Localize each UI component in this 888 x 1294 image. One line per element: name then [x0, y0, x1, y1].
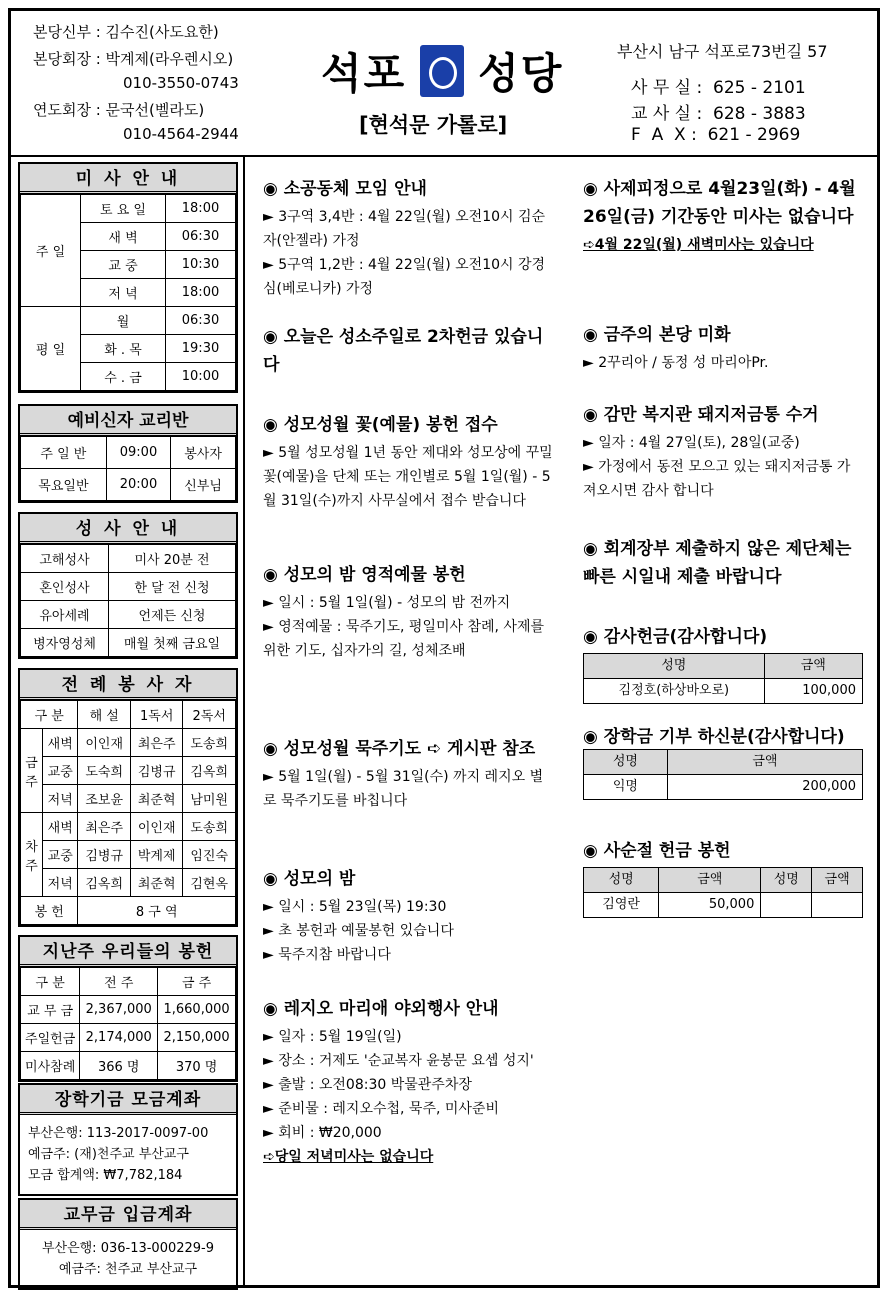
cell: 고해성사 [21, 545, 109, 573]
table-row [21, 869, 236, 897]
cell: 19:30 [166, 335, 236, 363]
notice-line: ► 출발 : 오전08:30 박물관주차장 [263, 1077, 472, 1093]
office-phone: 사 무 실 : 625 - 2101 [631, 78, 806, 98]
table-row [584, 679, 863, 704]
table-header [584, 750, 863, 775]
cell: 2,367,000 [80, 996, 158, 1024]
cell: 이인재 [130, 813, 183, 841]
notice [583, 535, 863, 593]
cell: 18:00 [166, 279, 236, 307]
cell: 금액 [659, 868, 761, 893]
cell: 2,174,000 [80, 1024, 158, 1052]
account-line: 부산은행: 036-13-000229-9 [41, 1241, 215, 1256]
cell: 도숙희 [78, 757, 131, 785]
lent-offering [583, 837, 863, 918]
cell: 수 . 금 [81, 363, 166, 391]
table-row [21, 545, 236, 573]
notice [263, 865, 555, 967]
table-row [21, 195, 236, 223]
table-row [21, 897, 236, 925]
table-row [21, 437, 236, 469]
cell: 06:30 [166, 223, 236, 251]
dues-account [18, 1198, 238, 1290]
cell: 봉사자 [171, 437, 236, 469]
notice-title: ◉ 레지오 마리애 야외행사 안내 [263, 999, 499, 1019]
group-label: 금주 [21, 729, 43, 813]
table-row [21, 729, 236, 757]
notice-line: ► 묵주지참 바랍니다 [263, 947, 391, 963]
cell: 저녁 [43, 869, 78, 897]
cell: 금 주 [158, 968, 236, 996]
notice-line: ► 회비 : ₩20,000 [263, 1125, 382, 1141]
year-president: 연도회장 : 문국선(벨라도) [33, 101, 205, 119]
notice-note: ➪4월 22일(월) 새벽미사는 있습니다 [583, 237, 814, 253]
notice [263, 175, 555, 301]
year-president-phone: 010-4564-2944 [123, 125, 239, 143]
catechumen-class [18, 404, 238, 503]
cell: 18:00 [166, 195, 236, 223]
fax: F A X : 621 - 2969 [631, 125, 801, 145]
cell: 언제든 신청 [109, 601, 236, 629]
notice-title: ◉ 성모성월 꽃(예물) 봉헌 접수 [263, 415, 498, 435]
notice [263, 735, 555, 813]
cell: 김병규 [130, 757, 183, 785]
cell: 50,000 [659, 893, 761, 918]
dues-account-title: 교무금 입금계좌 [20, 1200, 236, 1230]
cell: 김정호(하상바오로) [584, 679, 765, 704]
page-title [321, 41, 563, 101]
cell: 새벽 [43, 813, 78, 841]
table-row [21, 573, 236, 601]
table-row [21, 629, 236, 657]
notice-line: ► 일시 : 5월 1일(월) - 성모의 밤 전까지 [263, 595, 511, 611]
cell: 신부님 [171, 469, 236, 501]
table-row [584, 893, 863, 918]
weekday-label: 평 일 [21, 307, 81, 391]
account-line: 예금주: (재)천주교 부산교구 [28, 1147, 189, 1162]
cell: 10:30 [166, 251, 236, 279]
cell: 8 구 역 [78, 897, 236, 925]
cell: 최준혁 [130, 869, 183, 897]
cell: 금액 [812, 868, 863, 893]
cell: 1,660,000 [158, 996, 236, 1024]
scholarship-gift [583, 727, 863, 800]
cell: 김옥희 [78, 869, 131, 897]
cell: 익명 [584, 775, 668, 800]
table-row [21, 813, 236, 841]
cell: 09:00 [106, 437, 170, 469]
cell: 10:00 [166, 363, 236, 391]
sacrament-title: 성 사 안 내 [20, 514, 236, 544]
notice [583, 401, 863, 503]
scholarship-gift-title: ◉ 장학금 기부 하신분(감사합니다) [583, 727, 845, 747]
cell: 도송희 [183, 813, 236, 841]
mass-title: 미 사 안 내 [20, 164, 236, 194]
notice-title: ◉ 소공동체 모임 안내 [263, 179, 427, 199]
cell: 금액 [667, 750, 862, 775]
notice [263, 561, 555, 663]
table-row [21, 757, 236, 785]
cell: 전 주 [80, 968, 158, 996]
cell: 화 . 목 [81, 335, 166, 363]
notice-line: ► 장소 : 거제도 '순교복자 윤봉문 요셉 성지' [263, 1053, 534, 1069]
cell: 교 중 [81, 251, 166, 279]
church-logo-icon [420, 45, 464, 97]
cell: 조보윤 [78, 785, 131, 813]
table-row [21, 996, 236, 1024]
address: 부산시 남구 석포로73번길 57 [617, 42, 828, 61]
table-header [584, 654, 863, 679]
notice-note: ➪당일 저녁미사는 없습니다 [263, 1149, 434, 1165]
notice-title: ◉ 성모의 밤 [263, 869, 356, 889]
table-row [21, 701, 236, 729]
notice-title: ◉ 감만 복지관 돼지저금통 수거 [583, 405, 819, 425]
cell: 새 벽 [81, 223, 166, 251]
notice [263, 411, 555, 513]
account-line: 부산은행: 113-2017-0097-00 [28, 1126, 209, 1141]
cell: 미사 20분 전 [109, 545, 236, 573]
notice-line: ► 일시 : 5월 23일(목) 19:30 [263, 899, 447, 915]
table-row [584, 775, 863, 800]
cell: 김영란 [584, 893, 659, 918]
cell: 1독서 [130, 701, 183, 729]
cell: 저 녁 [81, 279, 166, 307]
cell: 도송희 [183, 729, 236, 757]
notice-title: ◉ 오늘은 성소주일로 2차헌금 있습니다 [263, 327, 544, 375]
bulletin [8, 8, 880, 1288]
last-week-title: 지난주 우리들의 봉헌 [20, 937, 236, 967]
notice-line: ► 준비물 : 레지오수첩, 묵주, 미사준비 [263, 1101, 499, 1117]
cell: 성명 [584, 654, 765, 679]
cell: 20:00 [106, 469, 170, 501]
table-header [584, 868, 863, 893]
cell: 200,000 [667, 775, 862, 800]
pastor: 본당신부 : 김수진(사도요한) [33, 23, 219, 41]
cell: 남미원 [183, 785, 236, 813]
cell: 병자영성체 [21, 629, 109, 657]
cell: 김현옥 [183, 869, 236, 897]
cell: 주일헌금 [21, 1024, 80, 1052]
header [11, 11, 877, 157]
notice-line: ► 5월 1일(월) - 5월 31일(수) 까지 레지오 별로 묵주기도를 바칩니다 [263, 769, 544, 809]
cell: 미사참례 [21, 1052, 80, 1080]
cell: 한 달 전 신청 [109, 573, 236, 601]
cell [812, 893, 863, 918]
teacher-phone: 교 사 실 : 628 - 3883 [631, 104, 806, 124]
cell: 최은주 [130, 729, 183, 757]
table-row [21, 1024, 236, 1052]
subtitle: [현석문 가롤로] [359, 113, 508, 137]
cell: 목요일반 [21, 469, 107, 501]
notice-line: ► 5월 성모성월 1년 동안 제대와 성모상에 꾸밀 꽃(예물)을 단체 또는 개인별로 5월 1일(월) - 5월 31일(수)까지 사무실에서 접수 받습니다 [263, 445, 553, 509]
notice-title: ◉ 금주의 본당 미화 [583, 325, 731, 345]
cell: 366 명 [80, 1052, 158, 1080]
lent-title: ◉ 사순절 헌금 봉헌 [583, 841, 731, 861]
notice-title: ◉ 사제피정으로 4월23일(화) - 4월26일(금) 기간동안 미사는 없습니다 [583, 179, 856, 227]
table-row [21, 841, 236, 869]
notice [263, 323, 555, 381]
catechumen-title: 예비신자 교리반 [20, 406, 236, 436]
notice-line: ► 2꾸리아 / 동정 성 마리아Pr. [583, 355, 769, 371]
title-right: 성당 [478, 49, 564, 98]
cell: 성명 [761, 868, 812, 893]
notice [583, 175, 863, 257]
notice-line: ► 일자 : 4월 27일(토), 28일(교중) [583, 435, 800, 451]
cell: 06:30 [166, 307, 236, 335]
cell: 구 분 [21, 968, 80, 996]
notice-line: ► 5구역 1,2반 : 4월 22일(월) 오전10시 강경심(베로니카) 가정 [263, 257, 546, 297]
column-divider [243, 157, 245, 1285]
thanks-title: ◉ 감사헌금(감사합니다) [583, 627, 768, 647]
cell: 봉 헌 [21, 897, 78, 925]
cell: 성명 [584, 750, 668, 775]
table-row [21, 968, 236, 996]
cell: 새벽 [43, 729, 78, 757]
president: 본당회장 : 박계제(라우렌시오) [33, 50, 234, 68]
cell: 370 명 [158, 1052, 236, 1080]
cell: 혼인성사 [21, 573, 109, 601]
account-line: 예금주: 천주교 부산교구 [58, 1262, 198, 1277]
last-week-offering [18, 935, 238, 1082]
cell: 유아세례 [21, 601, 109, 629]
cell: 최은주 [78, 813, 131, 841]
scholarship-account [18, 1083, 238, 1196]
cell: 김옥희 [183, 757, 236, 785]
cell: 김병규 [78, 841, 131, 869]
notice [263, 995, 555, 1169]
notice-line: ► 일자 : 5월 19일(일) [263, 1029, 402, 1045]
sunday-label: 주 일 [21, 195, 81, 307]
cell: 교중 [43, 757, 78, 785]
notice-title: ◉ 성모성월 묵주기도 ➪ 게시판 참조 [263, 739, 536, 759]
cell [761, 893, 812, 918]
cell: 2,150,000 [158, 1024, 236, 1052]
cell: 저녁 [43, 785, 78, 813]
liturgy-title: 전 례 봉 사 자 [20, 670, 236, 700]
cell: 성명 [584, 868, 659, 893]
cell: 임진숙 [183, 841, 236, 869]
scholarship-account-title: 장학기금 모금계좌 [20, 1085, 236, 1115]
notice-line: ► 영적예물 : 묵주기도, 평일미사 참례, 사제를 위한 기도, 십자가의 길, 성체조배 [263, 619, 544, 659]
liturgy-servers [18, 668, 238, 927]
notice-line: ► 가정에서 동전 모으고 있는 돼지저금통 가져오시면 감사 합니다 [583, 459, 851, 499]
cell: 최준혁 [130, 785, 183, 813]
title-left: 석포 [321, 49, 407, 98]
table-row [21, 601, 236, 629]
cell: 교중 [43, 841, 78, 869]
table-row [21, 469, 236, 501]
notice-line: ► 3구역 3,4반 : 4월 22일(월) 오전10시 김순자(안젤라) 가정 [263, 209, 546, 249]
cell: 주 일 반 [21, 437, 107, 469]
notice-line: ► 초 봉헌과 예물봉헌 있습니다 [263, 923, 454, 939]
president-phone: 010-3550-0743 [123, 74, 239, 92]
cell: 금액 [764, 654, 862, 679]
mass-schedule [18, 162, 238, 393]
table-row [21, 307, 236, 335]
notice-title: ◉ 회계장부 제출하지 않은 제단체는 빠른 시일내 제출 바랍니다 [583, 539, 852, 587]
cell: 100,000 [764, 679, 862, 704]
table-row [21, 785, 236, 813]
cell: 월 [81, 307, 166, 335]
cell: 구 분 [21, 701, 78, 729]
sacrament-info [18, 512, 238, 659]
cell: 해 설 [78, 701, 131, 729]
table-row [21, 1052, 236, 1080]
cell: 이인재 [78, 729, 131, 757]
notice-title: ◉ 성모의 밤 영적예물 봉헌 [263, 565, 466, 585]
cell: 매월 첫째 금요일 [109, 629, 236, 657]
notice [583, 321, 863, 375]
thanks-offering [583, 623, 863, 704]
cell: 2독서 [183, 701, 236, 729]
group-label: 차주 [21, 813, 43, 897]
cell: 박계제 [130, 841, 183, 869]
account-line: 모금 합계액: ₩7,782,184 [28, 1168, 183, 1183]
cell: 토 요 일 [81, 195, 166, 223]
cell: 교 무 금 [21, 996, 80, 1024]
